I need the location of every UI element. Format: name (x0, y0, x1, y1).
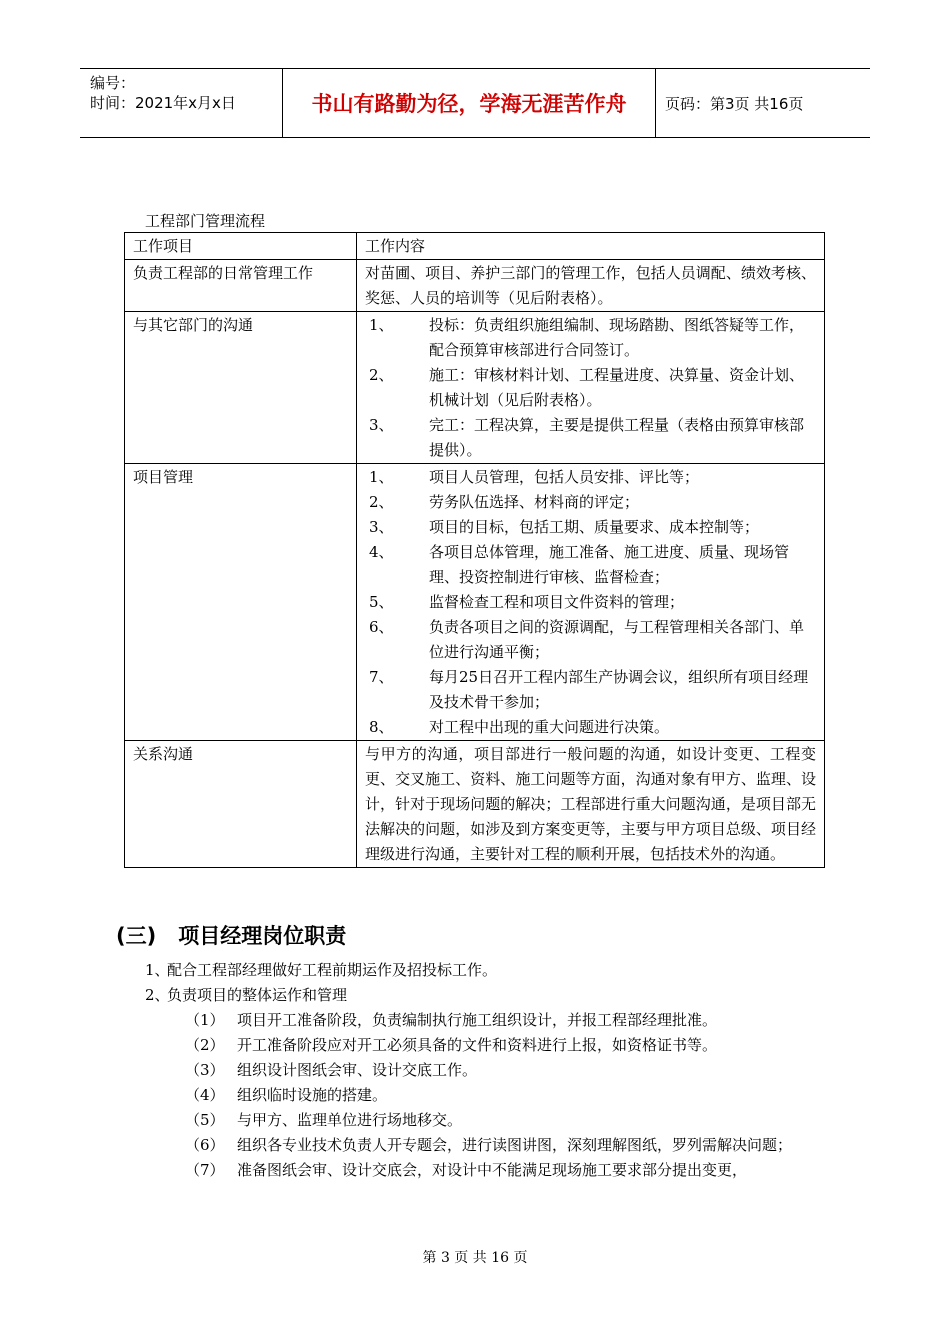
sub-list-item: （2） 开工准备阶段应对开工必须具备的文件和资料进行上报，如资格证书等。 (185, 1036, 718, 1054)
sub-list-item: （4） 组织临时设施的搭建。 (185, 1086, 388, 1104)
row-item-label: 与其它部门的沟通 (125, 312, 357, 464)
table-row (125, 464, 825, 741)
row-content: 与甲方的沟通，项目部进行一般问题的沟通，如设计变更、工程变更、交叉施工、资料、施工问题等方面，沟通对象有甲方、监理、设计，针对于现场问题的解决；工程部进行重大问题沟通，是项目部无法解决的问题，如涉及到方案变更等，主要与甲方项目总级、项目经理级进行沟通，主要针对工程的顺利开展，包括技术外的沟通。 (357, 741, 825, 868)
row-item-label: 关系沟通 (125, 741, 357, 868)
list-item: 2、负责项目的整体运作和管理 (145, 986, 348, 1004)
row-item-label: 负责工程部的日常管理工作 (125, 260, 357, 312)
table-caption: 工程部门管理流程 (145, 212, 266, 230)
row-content: 对苗圃、项目、养护三部门的管理工作，包括人员调配、绩效考核、奖惩、人员的培训等（见后附表格）。 (357, 260, 825, 312)
row-content-list (357, 464, 825, 741)
list-item: 8、 对工程中出现的重大问题进行决策。 (369, 718, 670, 736)
page-footer: 第 3 页 共 16 页 (422, 1250, 528, 1266)
table-row (125, 312, 825, 464)
section-heading (116, 920, 346, 950)
list-item: 1、配合工程部经理做好工程前期运作及招投标工作。 (145, 961, 498, 979)
page-header (80, 68, 870, 138)
list-item: 3、 完工：工程决算，主要是提供工程量（表格由预算审核部提供）。 (369, 416, 805, 459)
list-item: 6、 负责各项目之间的资源调配，与工程管理相关各部门、单位进行沟通平衡； (369, 618, 805, 661)
list-item: 7、 每月25日召开工程内部生产协调会议，组织所有项目经理及技术骨干参加； (369, 668, 809, 711)
table-row (125, 741, 825, 868)
table-header-row (125, 233, 825, 260)
header-motto: 书山有路勤为径，学海无涯苦作舟 (282, 69, 656, 137)
row-content-list (357, 312, 825, 464)
duty-list (0, 958, 950, 1183)
sub-list-item: （3） 组织设计图纸会审、设计交底工作。 (185, 1061, 478, 1079)
header-page-number: 页码：第3页 共16页 (665, 94, 804, 113)
section-number: (三) (116, 924, 157, 948)
table-row (125, 260, 825, 312)
list-item: 2、 劳务队伍选择、材料商的评定； (369, 493, 640, 511)
sub-list-item: （5） 与甲方、监理单位进行场地移交。 (185, 1111, 463, 1129)
doc-number-label: 编号： (90, 74, 136, 92)
list-item: 1、 项目人员管理，包括人员安排、评比等； (369, 468, 700, 486)
list-item: 3、 项目的目标，包括工期、质量要求、成本控制等； (369, 518, 760, 536)
list-item: 2、 施工：审核材料计划、工程量进度、决算量、资金计划、机械计划（见后附表格）。 (369, 366, 805, 409)
list-item: 5、 监督检查工程和项目文件资料的管理； (369, 593, 685, 611)
sub-list-item: （6） 组织各专业技术负责人开专题会，进行读图讲图，深刻理解图纸，罗列需解决问题； (185, 1136, 793, 1154)
list-item: 1、 投标：负责组织施组编制、现场踏勘、图纸答疑等工作，配合预算审核部进行合同签订。 (369, 316, 805, 359)
doc-time-label: 时间：2021年x月x日 (90, 94, 236, 112)
header-meta (80, 69, 282, 137)
column-header-item: 工作项目 (125, 233, 357, 260)
sub-list-item: （1） 项目开工准备阶段，负责编制执行施工组织设计，并报工程部经理批准。 (185, 1011, 718, 1029)
column-header-content: 工作内容 (357, 233, 825, 260)
row-item-label: 项目管理 (125, 464, 357, 741)
section-title: 项目经理岗位职责 (178, 924, 347, 948)
management-flow-table (124, 232, 825, 868)
list-item: 4、 各项目总体管理，施工准备、施工进度、质量、现场管理、投资控制进行审核、监督检查； (369, 543, 790, 586)
sub-list-item: （7） 准备图纸会审、设计交底会，对设计中不能满足现场施工要求部分提出变更， (185, 1161, 748, 1179)
